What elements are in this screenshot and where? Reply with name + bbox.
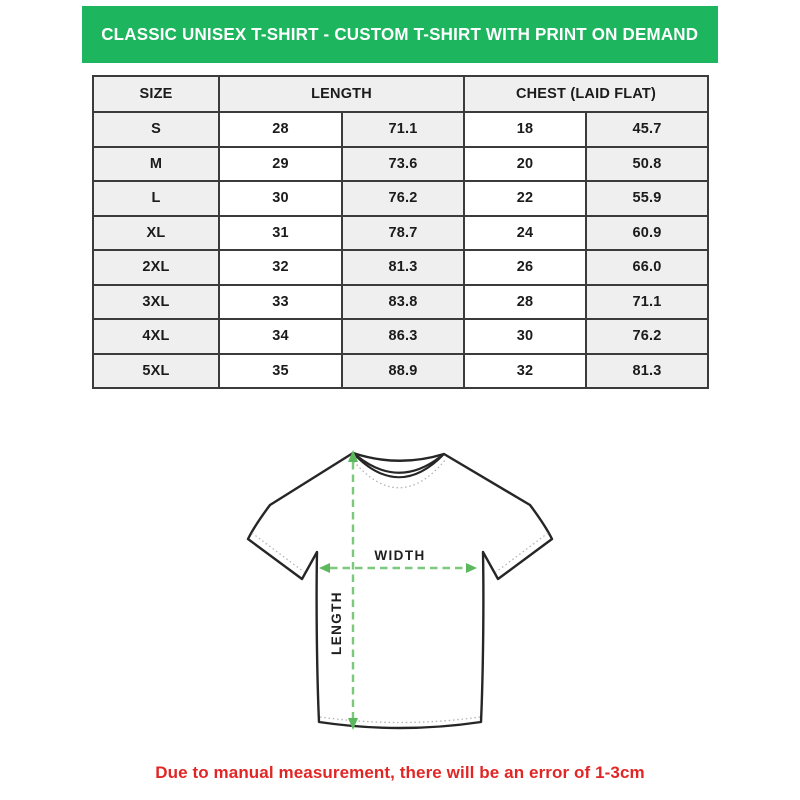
size-table xyxy=(92,75,709,389)
chest-cm-cell: 60.9 xyxy=(586,216,708,251)
table-row xyxy=(93,112,708,147)
length-cm-cell: 88.9 xyxy=(342,354,464,389)
size-cell: M xyxy=(93,147,219,182)
length-cm-cell: 76.2 xyxy=(342,181,464,216)
chest-cm-cell: 71.1 xyxy=(586,285,708,320)
chest-cm-cell: 66.0 xyxy=(586,250,708,285)
size-cell: 4XL xyxy=(93,319,219,354)
tshirt-outline-icon xyxy=(248,453,552,728)
size-cell: 2XL xyxy=(93,250,219,285)
chest-in-cell: 28 xyxy=(464,285,586,320)
header-size: SIZE xyxy=(93,76,219,112)
chest-in-cell: 32 xyxy=(464,354,586,389)
table-row xyxy=(93,181,708,216)
length-in-cell: 31 xyxy=(219,216,342,251)
size-cell: S xyxy=(93,112,219,147)
tshirt-diagram xyxy=(245,437,555,757)
table-row xyxy=(93,250,708,285)
chest-cm-cell: 76.2 xyxy=(586,319,708,354)
header-length: LENGTH xyxy=(219,76,464,112)
measurement-disclaimer: Due to manual measurement, there will be an error of 1-3cm xyxy=(155,763,645,782)
length-in-cell: 30 xyxy=(219,181,342,216)
chest-in-cell: 20 xyxy=(464,147,586,182)
chest-cm-cell: 45.7 xyxy=(586,112,708,147)
chest-in-cell: 18 xyxy=(464,112,586,147)
chest-in-cell: 24 xyxy=(464,216,586,251)
chest-cm-cell: 50.8 xyxy=(586,147,708,182)
length-label: LENGTH xyxy=(329,591,344,655)
length-cm-cell: 86.3 xyxy=(342,319,464,354)
table-header-row xyxy=(93,76,708,112)
length-cm-cell: 78.7 xyxy=(342,216,464,251)
chest-in-cell: 22 xyxy=(464,181,586,216)
table-row xyxy=(93,147,708,182)
chest-in-cell: 26 xyxy=(464,250,586,285)
table-row xyxy=(93,216,708,251)
table-row xyxy=(93,319,708,354)
length-cm-cell: 81.3 xyxy=(342,250,464,285)
length-in-cell: 32 xyxy=(219,250,342,285)
length-in-cell: 33 xyxy=(219,285,342,320)
chest-cm-cell: 55.9 xyxy=(586,181,708,216)
length-cm-cell: 73.6 xyxy=(342,147,464,182)
size-cell: L xyxy=(93,181,219,216)
banner xyxy=(82,6,718,63)
length-in-cell: 29 xyxy=(219,147,342,182)
size-cell: XL xyxy=(93,216,219,251)
length-in-cell: 34 xyxy=(219,319,342,354)
length-cm-cell: 83.8 xyxy=(342,285,464,320)
chest-in-cell: 30 xyxy=(464,319,586,354)
length-in-cell: 35 xyxy=(219,354,342,389)
chest-cm-cell: 81.3 xyxy=(586,354,708,389)
width-label: WIDTH xyxy=(374,548,426,563)
size-cell: 3XL xyxy=(93,285,219,320)
header-chest: CHEST (LAID FLAT) xyxy=(464,76,708,112)
table-row xyxy=(93,285,708,320)
banner-title: CLASSIC UNISEX T-SHIRT - CUSTOM T-SHIRT WITH PRINT ON DEMAND xyxy=(101,24,699,44)
length-in-cell: 28 xyxy=(219,112,342,147)
size-cell: 5XL xyxy=(93,354,219,389)
length-cm-cell: 71.1 xyxy=(342,112,464,147)
table-row xyxy=(93,354,708,389)
